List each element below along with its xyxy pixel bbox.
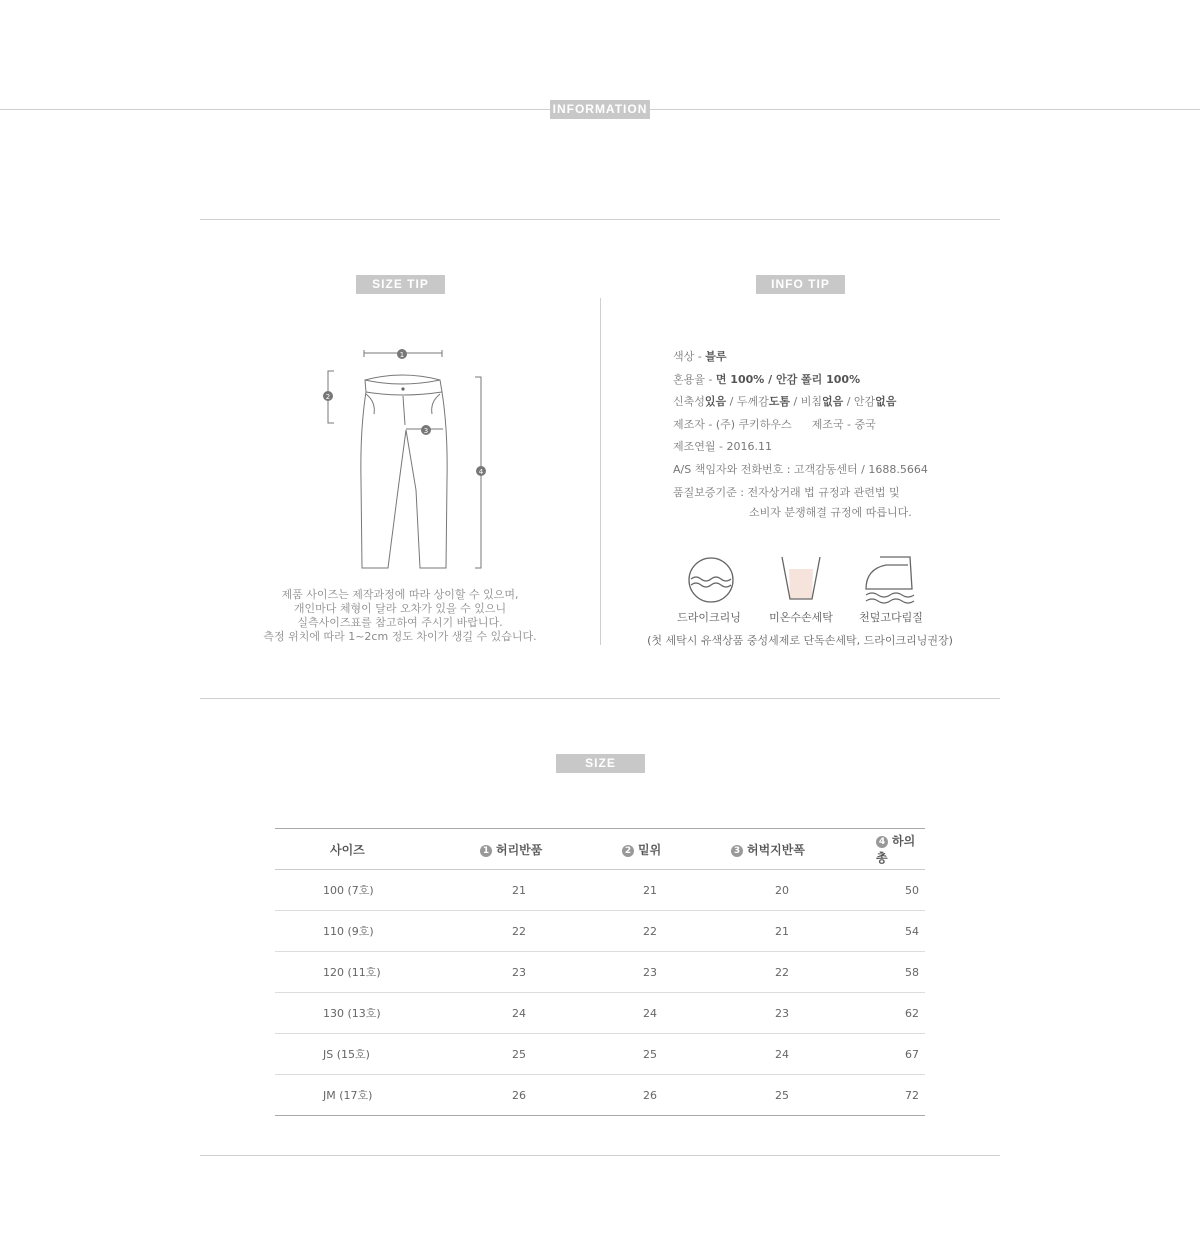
information-badge: INFORMATION	[550, 100, 650, 119]
table-row	[275, 1034, 925, 1075]
table-row	[275, 870, 925, 911]
marker-1-label: 1	[399, 351, 405, 359]
table-cell: 23	[730, 993, 875, 1034]
table-cell: 67	[875, 1034, 925, 1075]
table-cell: 62	[875, 993, 925, 1034]
section-divider-top	[200, 219, 1000, 220]
table-cell: 26	[621, 1075, 730, 1116]
marker-2-label: 2	[325, 393, 331, 401]
size-badge: SIZE	[556, 754, 645, 773]
info-color: 색상 - 블루	[673, 350, 727, 363]
info-quality: 품질보증기준 : 전자상거래 법 규정과 관련법 및	[673, 485, 900, 499]
pants-diagram	[310, 340, 500, 580]
iron-icon	[862, 555, 918, 607]
table-cell: 130 (13호)	[275, 993, 480, 1034]
number-2-icon: 2	[622, 845, 634, 857]
column-divider	[600, 298, 601, 645]
table-cell: 21	[480, 870, 621, 911]
table-cell: 24	[480, 993, 621, 1034]
size-table	[275, 828, 925, 1116]
table-cell: 25	[730, 1075, 875, 1116]
info-quality-2: 소비자 분쟁해결 규정에 따릅니다.	[749, 505, 912, 519]
info-date: 제조연월 - 2016.11	[673, 440, 772, 454]
header-rise: 2 밑위	[621, 829, 730, 870]
hand-wash-label: 미온수손세탁	[769, 611, 833, 624]
table-cell: 22	[730, 952, 875, 993]
size-note-line: 측정 위치에 따라 1~2cm 정도 차이가 생길 수 있습니다.	[263, 630, 537, 643]
section-divider-middle	[200, 698, 1000, 699]
info-fabric: 혼용율 - 면 100% / 안감 폴리 100%	[673, 372, 861, 386]
size-note-line: 제품 사이즈는 제작과정에 따라 상이할 수 있으며,	[281, 588, 519, 601]
table-cell: JS (15호)	[275, 1034, 480, 1075]
info-attributes: 신축성있음 / 두께감도톰 / 비침없음 / 안감없음	[673, 395, 897, 409]
number-4-icon: 4	[876, 836, 888, 848]
table-cell: 20	[730, 870, 875, 911]
table-header-row	[275, 829, 925, 870]
table-cell: 24	[621, 993, 730, 1034]
table-cell: 110 (9호)	[275, 911, 480, 952]
header-waist: 1 허리반품	[480, 829, 621, 870]
header-length: 4 하의총	[875, 829, 925, 870]
table-cell: 25	[621, 1034, 730, 1075]
header-size: 사이즈	[275, 829, 480, 870]
table-cell: 22	[480, 911, 621, 952]
marker-4-label: 4	[478, 468, 484, 476]
iron-label: 천덮고다림질	[859, 611, 923, 624]
section-divider-bottom	[200, 1155, 1000, 1156]
table-cell: 120 (11호)	[275, 952, 480, 993]
dry-clean-label: 드라이크리닝	[677, 611, 741, 624]
table-row	[275, 911, 925, 952]
table-cell: 26	[480, 1075, 621, 1116]
table-cell: 24	[730, 1034, 875, 1075]
number-1-icon: 1	[480, 845, 492, 857]
size-note	[230, 588, 570, 644]
info-as: A/S 책임자와 전화번호 : 고객감동센터 / 1688.5664	[673, 462, 928, 476]
header-thigh: 3 허벅지반폭	[730, 829, 875, 870]
table-row	[275, 1075, 925, 1116]
table-cell: JM (17호)	[275, 1075, 480, 1116]
marker-3-label: 3	[423, 427, 429, 435]
table-cell: 54	[875, 911, 925, 952]
table-cell: 21	[730, 911, 875, 952]
table-cell: 58	[875, 952, 925, 993]
table-cell: 22	[621, 911, 730, 952]
table-row	[275, 993, 925, 1034]
size-tip-badge: SIZE TIP	[356, 275, 445, 294]
table-cell: 50	[875, 870, 925, 911]
table-cell: 100 (7호)	[275, 870, 480, 911]
table-cell: 21	[621, 870, 730, 911]
info-maker: 제조자 - (주) 쿠키하우스 제조국 - 중국	[673, 417, 876, 431]
care-note: (첫 세탁시 유색상품 중성세제로 단독손세탁, 드라이크리닝권장)	[647, 634, 953, 647]
hand-wash-icon	[778, 555, 824, 605]
number-3-icon: 3	[731, 845, 743, 857]
table-cell: 72	[875, 1075, 925, 1116]
info-list	[673, 348, 928, 526]
table-cell: 25	[480, 1034, 621, 1075]
table-cell: 23	[480, 952, 621, 993]
table-cell: 23	[621, 952, 730, 993]
table-row	[275, 952, 925, 993]
dry-clean-icon	[686, 555, 736, 605]
size-note-line: 개인마다 체형이 달라 오차가 있을 수 있으니	[293, 602, 507, 615]
size-note-line: 실측사이즈표를 참고하여 주시기 바랍니다.	[297, 616, 503, 629]
info-tip-badge: INFO TIP	[756, 275, 845, 294]
